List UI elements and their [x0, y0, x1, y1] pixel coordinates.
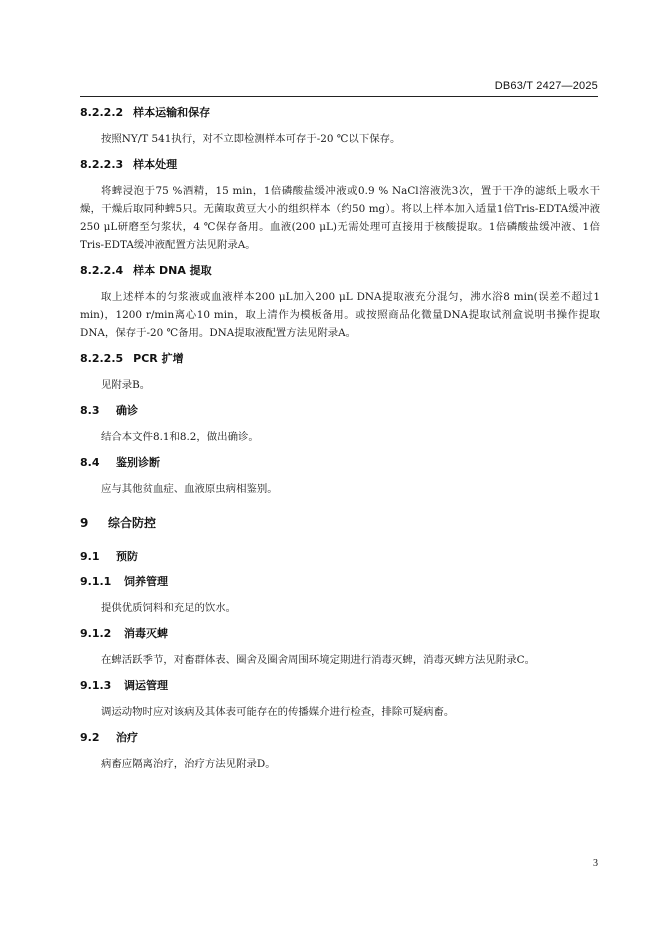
section-title: PCR 扩增 — [133, 352, 184, 365]
page-number: 3 — [593, 858, 598, 869]
paragraph: 按照NY/T 541执行，对不立即检测样本可存于-20 ℃以下保存。 — [101, 133, 401, 145]
section-number: 8.2.2.2 — [80, 106, 124, 119]
section-number: 8.2.2.5 — [80, 352, 124, 365]
section-number: 9.1.2 — [80, 627, 112, 640]
paragraph: 调运动物时应对该病及其体表可能存在的传播媒介进行检查，排除可疑病畜。 — [101, 706, 455, 718]
paragraph: 见附录B。 — [101, 379, 151, 391]
section-title: 确诊 — [116, 404, 138, 417]
section-heading — [80, 548, 600, 566]
section-title: 饲养管理 — [124, 575, 168, 588]
header-divider — [80, 96, 598, 97]
section-number: 9.1.1 — [80, 575, 112, 588]
section-title: 样本运输和保存 — [133, 106, 211, 119]
section-number: 9.2 — [80, 731, 100, 744]
section-heading — [80, 677, 600, 695]
section-title: 鉴别诊断 — [116, 456, 160, 469]
section-heading — [80, 156, 600, 174]
paragraph: 应与其他贫血症、血液原虫病相鉴别。 — [101, 483, 278, 495]
section-number: 8.3 — [80, 404, 100, 417]
document-body — [80, 104, 600, 773]
section-number: 9 — [80, 516, 89, 530]
paragraph: 将蜱浸泡于75 %酒精，15 min，1倍磷酸盐缓冲液或0.9 % NaCl溶液洗3次，置于干净的滤纸上吸水干燥，干燥后取同种蜱5只。无菌取黄豆大小的组织样本（约50 mg）。将以上样本加入适量1倍Tris-EDTA缓冲液250 μL研磨至匀浆状，4 ℃保存备用。血液(200 μL)无需处理可直接用于核酸提取。1倍磷酸盐缓冲液、1倍Tris-EDTA缓冲液配置方法见附录A。 — [80, 185, 600, 251]
paragraph: 病畜应隔离治疗，治疗方法见附录D。 — [101, 758, 276, 770]
paragraph: 结合本文件8.1和8.2，做出确诊。 — [101, 431, 259, 443]
section-title: 预防 — [116, 550, 138, 563]
section-number: 8.2.2.3 — [80, 158, 124, 171]
section-heading — [80, 262, 600, 280]
chapter-heading — [80, 514, 600, 532]
document-code: DB63/T 2427—2025 — [494, 80, 598, 92]
section-heading — [80, 402, 600, 420]
section-number: 8.4 — [80, 456, 100, 469]
section-number: 9.1 — [80, 550, 100, 563]
section-number: 8.2.2.4 — [80, 264, 124, 277]
paragraph: 提供优质饲料和充足的饮水。 — [101, 602, 237, 614]
section-title: 样本 DNA 提取 — [133, 264, 212, 277]
section-heading — [80, 454, 600, 472]
section-heading — [80, 350, 600, 368]
paragraph: 在蜱活跃季节，对畜群体表、圈舍及圈舍周围环境定期进行消毒灭蜱，消毒灭蜱方法见附录C。 — [101, 654, 535, 666]
section-title: 治疗 — [116, 731, 138, 744]
paragraph: 取上述样本的匀浆液或血液样本200 μL加入200 μL DNA提取液充分混匀，沸水浴8 min(误差不超过1 min)，1200 r/min离心10 min，取上清作为模板备用。或按照商品化微量DNA提取试剂盒说明书操作提取DNA，保存于-20 ℃备用。DNA提取液配置方法见附录A。 — [80, 291, 600, 339]
section-heading — [80, 625, 600, 643]
section-heading — [80, 573, 600, 591]
section-number: 9.1.3 — [80, 679, 112, 692]
section-title: 消毒灭蜱 — [124, 627, 168, 640]
section-heading — [80, 104, 600, 122]
section-title: 综合防控 — [108, 516, 157, 530]
section-heading — [80, 729, 600, 747]
section-title: 样本处理 — [133, 158, 178, 171]
section-title: 调运管理 — [124, 679, 168, 692]
